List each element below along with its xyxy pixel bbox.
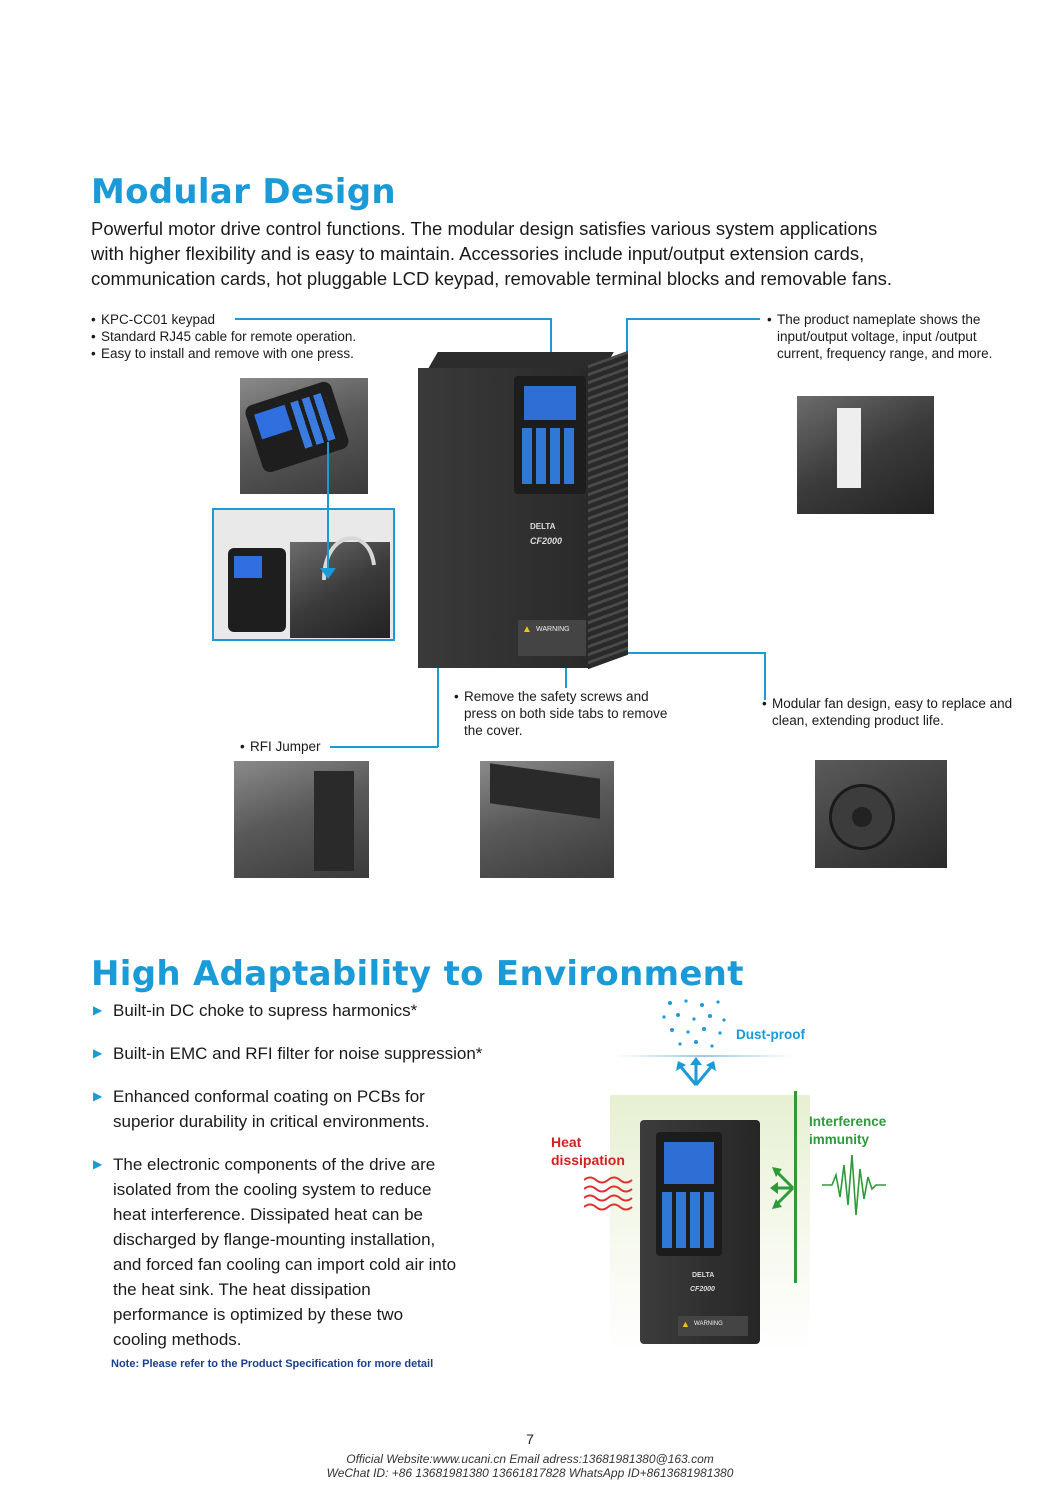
arrow-down-icon bbox=[319, 567, 337, 581]
drive-small-model: CF2000 bbox=[690, 1286, 715, 1293]
interference-label-line-1: Interference bbox=[809, 1114, 887, 1129]
environment-diagram bbox=[540, 995, 940, 1355]
drive-main-image bbox=[410, 346, 640, 676]
bullet-arrow-icon: ▶ bbox=[93, 1046, 103, 1060]
drive-keypad-buttons-icon bbox=[522, 428, 578, 484]
intro-line-3: communication cards, hot pluggable LCD keypad, removable terminal blocks and removable fans. bbox=[91, 268, 893, 289]
warning-text: WARNING bbox=[536, 626, 570, 633]
env-bullet-1: ▶ Built-in DC choke to supress harmonics* bbox=[93, 998, 513, 1023]
cover-removal-photo bbox=[480, 761, 614, 878]
drive-keypad bbox=[514, 376, 586, 494]
drive-small-keypad bbox=[656, 1132, 722, 1256]
callout-fan-text: • Modular fan design, easy to replace and clean, extending product life. bbox=[762, 695, 1017, 729]
interference-deflect-arrows-icon bbox=[768, 1163, 798, 1213]
callout-keypad-line-2: • Standard RJ45 cable for remote operation. bbox=[91, 328, 391, 345]
heat-label-line-2: dissipation bbox=[551, 1152, 625, 1168]
dust-proof-label: Dust-proof bbox=[736, 1027, 805, 1042]
drive-small-lcd-icon bbox=[664, 1142, 714, 1184]
drive-small-image bbox=[640, 1120, 760, 1344]
bullet-arrow-icon: ▶ bbox=[93, 1003, 103, 1017]
drive-model: CF2000 bbox=[530, 536, 563, 546]
rfi-side-panel bbox=[314, 771, 354, 871]
spec-note: Note: Please refer to the Product Specification for more detail bbox=[111, 1358, 434, 1370]
callout-nameplate bbox=[767, 311, 1007, 362]
callout-keypad-line-1: • KPC-CC01 keypad bbox=[91, 311, 391, 328]
heat-waves-icon bbox=[584, 1175, 636, 1215]
drive-small-brand: DELTA bbox=[692, 1272, 715, 1279]
remote-keypad-screen-icon bbox=[234, 556, 262, 578]
noise-signal-icon bbox=[822, 1145, 886, 1225]
fan-icon bbox=[829, 784, 895, 850]
dust-particles-icon bbox=[660, 997, 730, 1057]
section-title-modular: Modular Design bbox=[91, 172, 396, 212]
keypad-body bbox=[243, 380, 350, 474]
drive-brand: DELTA bbox=[530, 522, 556, 531]
remote-keypad-icon bbox=[228, 548, 286, 632]
nameplate-sticker bbox=[837, 408, 861, 488]
intro-line-2: with higher flexibility and is easy to maintain. Accessories include input/output extension cards, bbox=[91, 243, 865, 264]
drive-small-buttons-icon bbox=[662, 1192, 716, 1248]
footer-website-line: Official Website:www.ucani.cn Email adress:13681981380@163.com bbox=[346, 1452, 714, 1466]
interference-label bbox=[809, 1113, 886, 1149]
fan-photo bbox=[815, 760, 947, 868]
heat-label-line-1: Heat bbox=[551, 1134, 582, 1150]
callout-keypad-line-3: • Easy to install and remove with one press. bbox=[91, 345, 391, 362]
warning-triangle-icon: ▲ bbox=[522, 624, 532, 635]
section-title-environment: High Adaptability to Environment bbox=[91, 954, 744, 994]
bullet-arrow-icon: ▶ bbox=[93, 1157, 103, 1171]
env-bullet-4: ▶ The electronic components of the drive are isolated from the cooling system to reduce heat interference. Dissipated heat can be discharged by flange-mounting installation, and forced fan cooling can import cold air into the heat sink. The heat dissipation performance is optimized by these two cooling methods. bbox=[93, 1152, 458, 1352]
intro-line-1: Powerful motor drive control functions. The modular design satisfies various system applications bbox=[91, 218, 878, 239]
footer-contact-line: WeChat ID: +86 13681981380 13661817828 WhatsApp ID+8613681981380 bbox=[326, 1466, 734, 1480]
callout-fan bbox=[762, 695, 1017, 729]
heat-dissipation-label bbox=[551, 1133, 625, 1169]
rfi-jumper-photo bbox=[234, 761, 369, 878]
callout-rfi-text: • RFI Jumper bbox=[240, 738, 321, 755]
environment-bullets bbox=[93, 998, 513, 1370]
page-number: 7 bbox=[526, 1431, 534, 1447]
dust-deflect-arrows-icon bbox=[673, 1057, 719, 1087]
drive-lcd-icon bbox=[524, 386, 576, 420]
interference-label-line-2: immunity bbox=[809, 1132, 870, 1147]
keypad-photo bbox=[240, 378, 368, 494]
modular-intro bbox=[91, 216, 991, 291]
env-bullet-2: ▶ Built-in EMC and RFI filter for noise suppression* bbox=[93, 1041, 513, 1066]
env-bullet-3: ▶ Enhanced conformal coating on PCBs for superior durability in critical environments. bbox=[93, 1084, 473, 1134]
cover-top-panel bbox=[490, 763, 600, 818]
nameplate-photo bbox=[797, 396, 934, 514]
bullet-arrow-icon: ▶ bbox=[93, 1089, 103, 1103]
keypad-buttons-icon bbox=[290, 392, 339, 449]
warning-label bbox=[518, 620, 586, 656]
drive-front-face bbox=[418, 368, 588, 668]
keypad-cable-photo bbox=[212, 508, 395, 641]
drive-side-fins bbox=[588, 351, 628, 670]
callout-nameplate-text: • The product nameplate shows the input/output voltage, input /output current, frequency range, and more. bbox=[767, 311, 1007, 362]
keypad-screen-icon bbox=[254, 405, 292, 440]
callout-cover-text: • Remove the safety screws and press on both side tabs to remove the cover. bbox=[454, 688, 669, 739]
drive-small-warning-text: WARNING bbox=[694, 1321, 723, 1327]
callout-rfi bbox=[240, 738, 321, 755]
warning-triangle-icon: ▲ bbox=[681, 1319, 690, 1329]
callout-cover bbox=[454, 688, 669, 739]
drive-small-warning bbox=[678, 1316, 748, 1336]
